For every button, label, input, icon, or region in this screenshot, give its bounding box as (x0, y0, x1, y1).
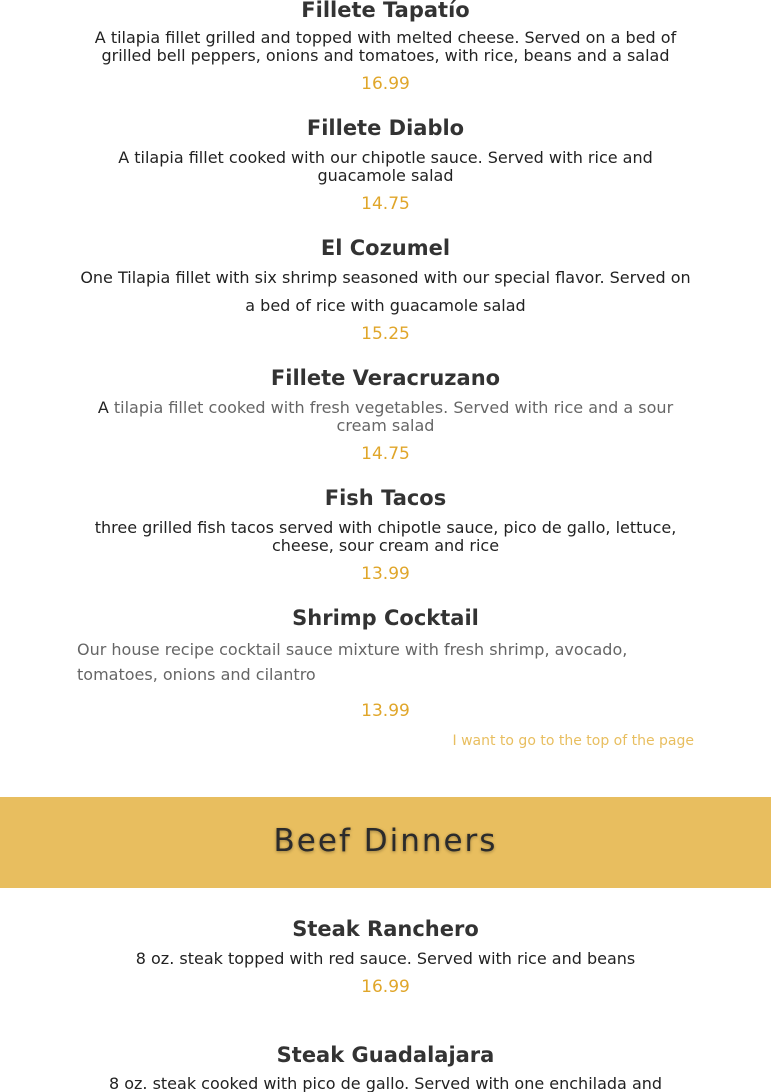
dish-price-el-cozumel: 15.25 (361, 324, 410, 344)
dish-price-fillete-veracruzano: 14.75 (361, 444, 410, 464)
dish-title-fish-tacos: Fish Tacos (324, 486, 447, 510)
dish-description-fillete-diablo: A tilapia fillet cooked with our chipotle sauce. Served with rice and guacamole salad (118, 148, 653, 185)
dish-price-steak-ranchero: 16.99 (361, 977, 410, 997)
dish-description-shrimp-cocktail: Our house recipe cocktail sauce mixture with fresh shrimp, avocado, tomatoes, onions and cilantro (77, 640, 628, 684)
dish-description-fillete-tapatio: A tilapia fillet grilled and topped with melted cheese. Served on a bed of grilled bell peppers, onions and tomatoes, with rice, beans and a salad (94, 28, 677, 65)
dish-title-steak-ranchero: Steak Ranchero (292, 917, 479, 941)
dish-title-fillete-veracruzano: Fillete Veracruzano (270, 366, 501, 390)
dish-price-shrimp-cocktail: 13.99 (361, 701, 410, 721)
section-header-band (0, 797, 771, 888)
dish-description-fish-tacos: three grilled fish tacos served with chipotle sauce, pico de gallo, lettuce, cheese, sour cream and rice (94, 518, 677, 555)
dish-title-steak-guadalajara: Steak Guadalajara (276, 1043, 495, 1067)
dish-description-rest: tilapia fillet cooked with fresh vegetables. Served with rice and a sour cream salad (108, 398, 674, 435)
dish-description-fillete-veracruzano (77, 399, 694, 435)
dish-title-fillete-tapatio: Fillete Tapatío (301, 0, 470, 22)
dish-description-steak-ranchero: 8 oz. steak topped with red sauce. Served with rice and beans (135, 949, 636, 968)
dish-price-fillete-tapatio: 16.99 (361, 74, 410, 94)
dish-description-steak-guadalajara: 8 oz. steak cooked with pico de gallo. Served with one enchilada and (108, 1074, 663, 1092)
back-to-top-link[interactable]: I want to go to the top of the page (452, 733, 694, 749)
dish-title-el-cozumel: El Cozumel (320, 236, 451, 260)
dish-description-lead: A (97, 398, 109, 417)
section-title-beef-dinners: Beef Dinners (273, 823, 498, 859)
dish-price-fillete-diablo: 14.75 (361, 194, 410, 214)
dish-title-fillete-diablo: Fillete Diablo (306, 116, 465, 140)
dish-title-shrimp-cocktail: Shrimp Cocktail (292, 606, 479, 630)
dish-price-fish-tacos: 13.99 (361, 564, 410, 584)
dish-description-el-cozumel: One Tilapia fillet with six shrimp seasoned with our special flavor. Served on a bed of rice with guacamole salad (80, 268, 691, 315)
